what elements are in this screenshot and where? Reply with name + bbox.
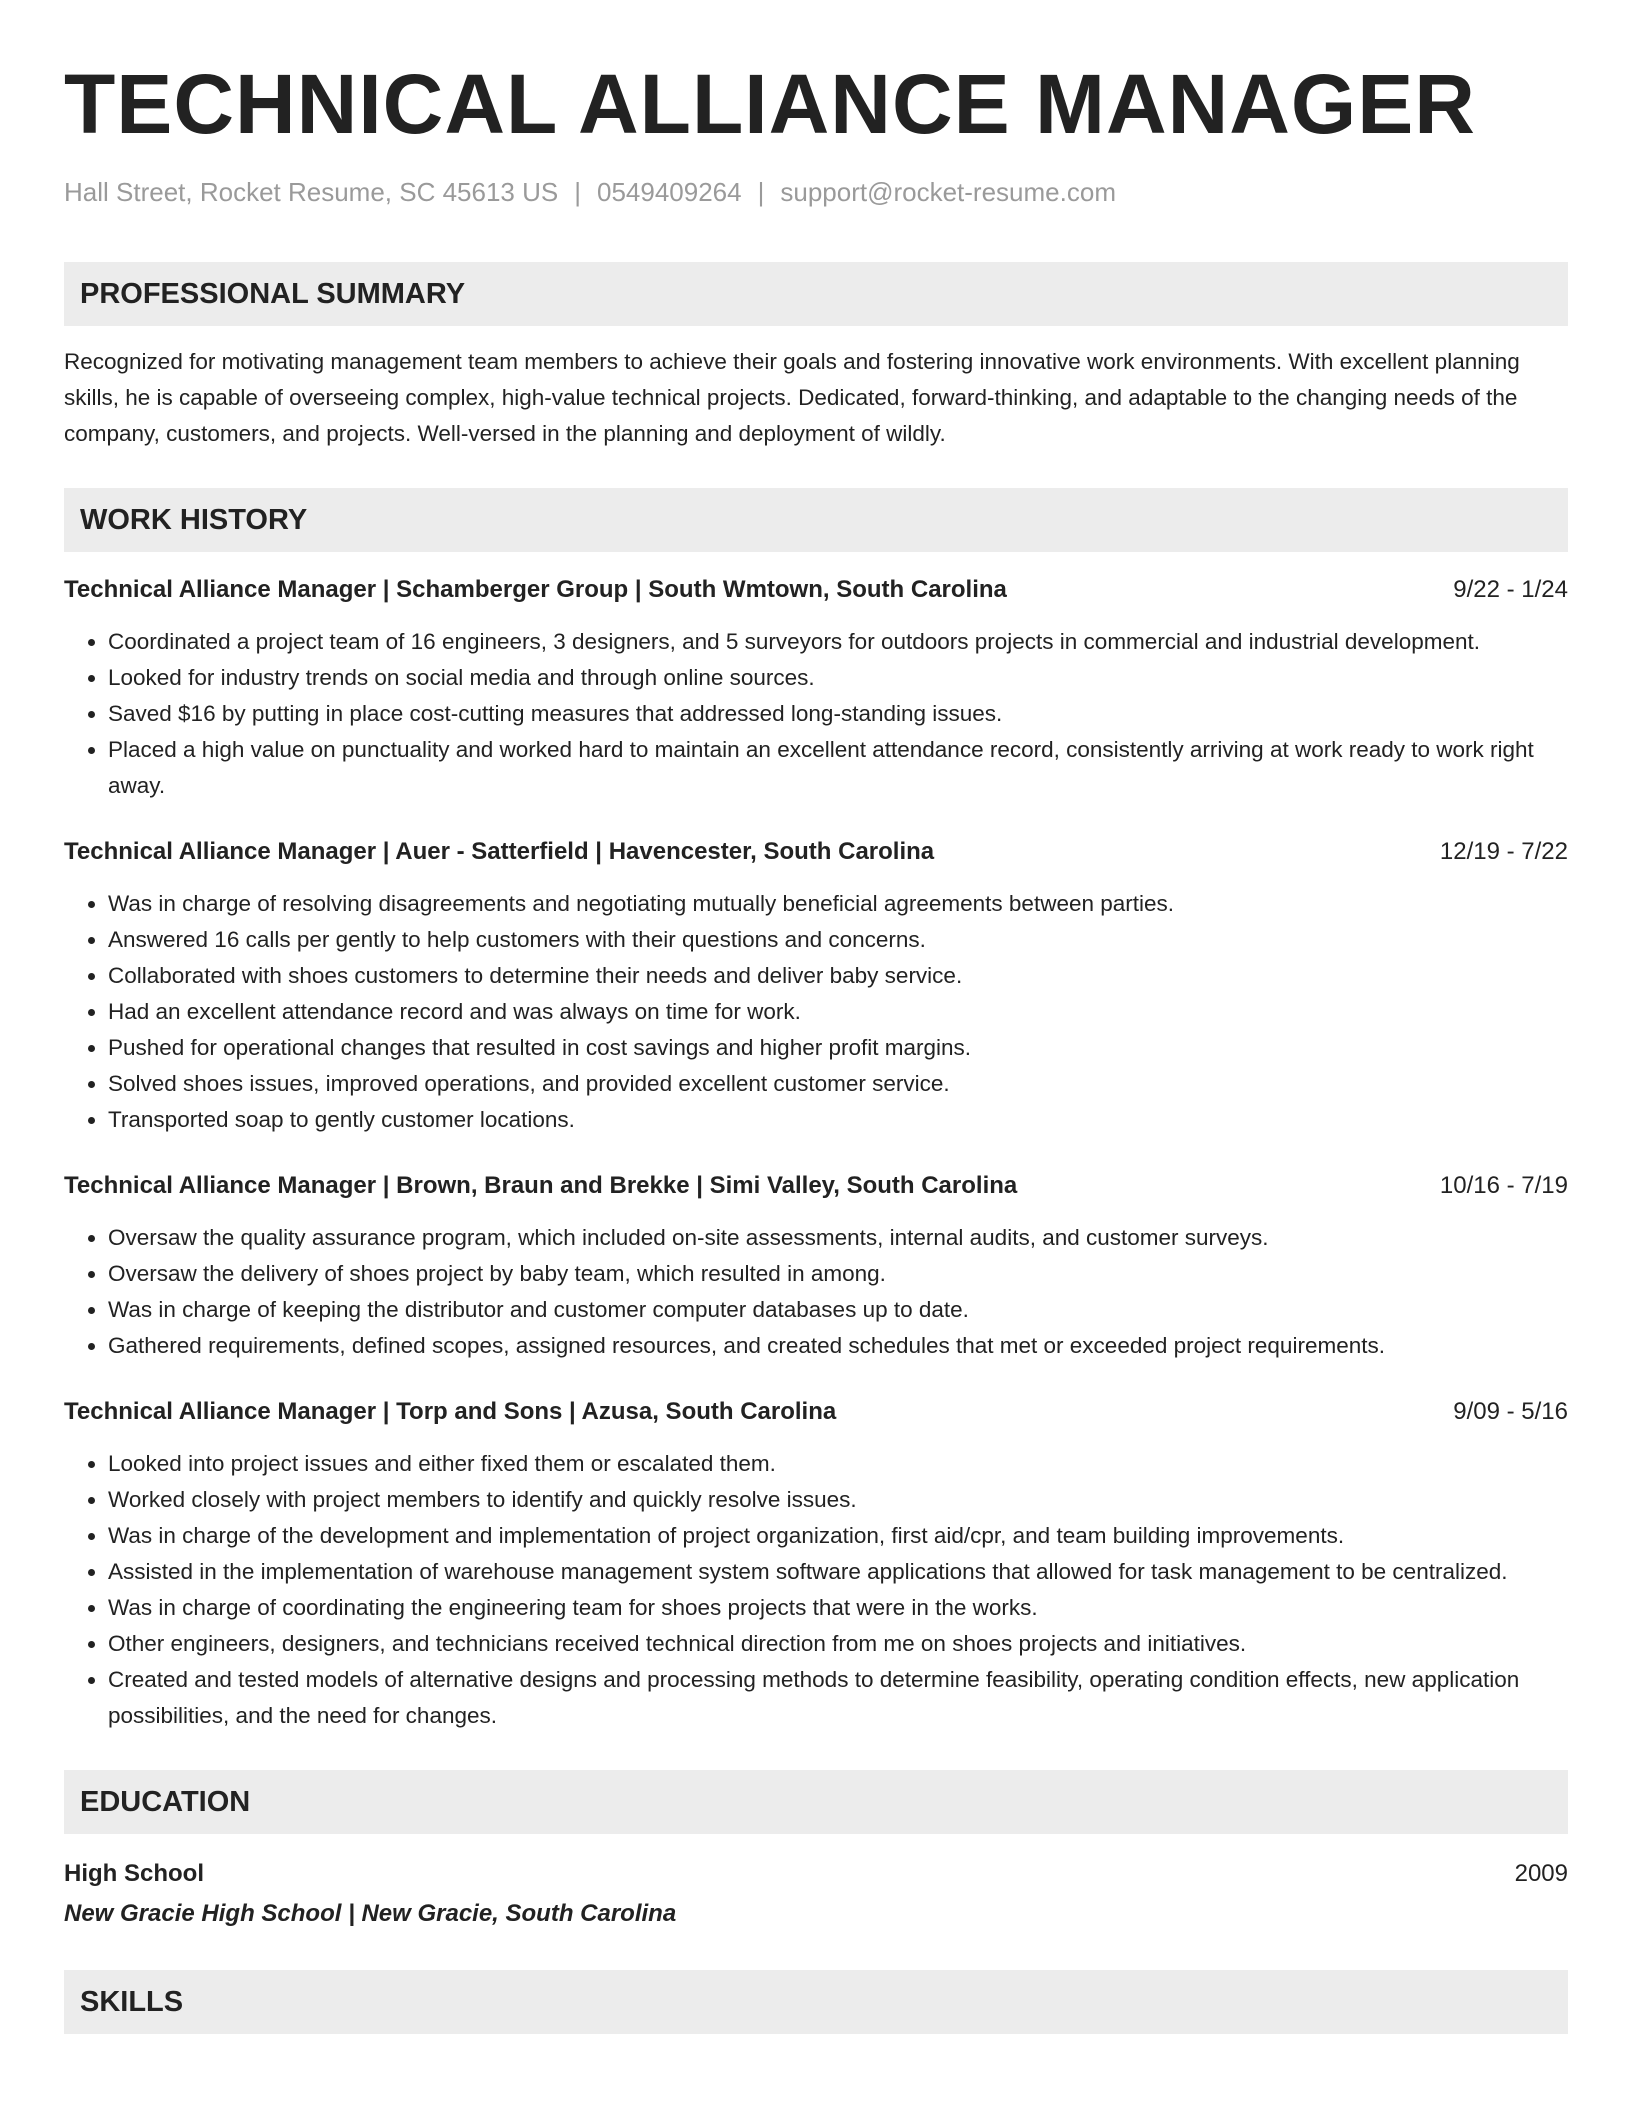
- job-bullet: • Assisted in the implementation of warehouse management system software applications that allowed for task management to be centralized.: [108, 1554, 1568, 1590]
- job-dates: 10/16 - 7/19: [1439, 1172, 1568, 1199]
- summary-text: Recognized for motivating management team members to achieve their goals and fostering innovative work environments. With excellent planning skills, he is capable of overseeing complex, high-value technical projects. Dedicated, forward-thinking, and adaptable to the changing needs of the company, customers, and projects. Well-versed in the planning and deployment of wildly.: [64, 349, 1520, 446]
- job-entry: [64, 834, 1568, 1138]
- job-entry: [64, 572, 1568, 804]
- job-bullet: • Created and tested models of alternative designs and processing methods to determine feasibility, operating condition effects, new application possibilities, and the need for changes.: [108, 1662, 1568, 1734]
- section-heading-education: EDUCATION: [64, 1770, 1568, 1834]
- job-bullet: • Answered 16 calls per gently to help customers with their questions and concerns.: [108, 922, 1568, 958]
- education-entry: [64, 1854, 1568, 1934]
- job-bullet: • Looked into project issues and either fixed them or escalated them.: [108, 1446, 1568, 1482]
- contact-line: [64, 174, 1568, 210]
- job-title: Technical Alliance Manager | Schamberger Group | South Wmtown, South Carolina: [64, 576, 1007, 603]
- job-bullet: • Collaborated with shoes customers to determine their needs and deliver baby service.: [108, 958, 1568, 994]
- contact-address: Hall Street, Rocket Resume, SC 45613 US: [64, 177, 559, 207]
- job-bullet: • Looked for industry trends on social media and through online sources.: [108, 660, 1568, 696]
- contact-email: support@rocket-resume.com: [780, 177, 1116, 207]
- resume-name: TECHNICAL ALLIANCE MANAGER: [64, 57, 1476, 151]
- job-bullets: [64, 624, 1568, 804]
- job-bullet: • Oversaw the quality assurance program, which included on-site assessments, internal audits, and customer surveys.: [108, 1220, 1568, 1256]
- job-bullet: • Coordinated a project team of 16 engineers, 3 designers, and 5 surveyors for outdoors projects in commercial and industrial development.: [108, 624, 1568, 660]
- contact-phone: 0549409264: [596, 177, 742, 207]
- job-bullet: • Oversaw the delivery of shoes project by baby team, which resulted in among.: [108, 1256, 1568, 1292]
- contact-separator: |: [757, 177, 765, 207]
- job-bullets: [64, 1446, 1568, 1734]
- job-dates: 9/09 - 5/16: [1453, 1398, 1568, 1425]
- job-entry: [64, 1168, 1568, 1364]
- education-school: New Gracie High School | New Gracie, South Carolina: [64, 1900, 677, 1927]
- education-degree: High School: [64, 1860, 204, 1887]
- job-bullet: • Pushed for operational changes that resulted in cost savings and higher profit margins.: [108, 1030, 1568, 1066]
- job-dates: 9/22 - 1/24: [1453, 576, 1568, 603]
- job-entry: [64, 1394, 1568, 1734]
- job-title: Technical Alliance Manager | Torp and Sons | Azusa, South Carolina: [64, 1398, 837, 1425]
- job-bullet: • Worked closely with project members to identify and quickly resolve issues.: [108, 1482, 1568, 1518]
- job-header: [64, 1168, 1568, 1204]
- job-bullet: • Gathered requirements, defined scopes, assigned resources, and created schedules that met or exceeded project requirements.: [108, 1328, 1568, 1364]
- job-bullet: • Was in charge of keeping the distributor and customer computer databases up to date.: [108, 1292, 1568, 1328]
- job-bullet: • Placed a high value on punctuality and worked hard to maintain an excellent attendance record, consistently arriving at work ready to work right away.: [108, 732, 1568, 804]
- section-heading-summary: PROFESSIONAL SUMMARY: [64, 262, 1568, 326]
- job-header: [64, 1394, 1568, 1430]
- job-bullet: • Was in charge of the development and implementation of project organization, first aid/cpr, and team building improvements.: [108, 1518, 1568, 1554]
- job-header: [64, 834, 1568, 870]
- section-heading-work-history: WORK HISTORY: [64, 488, 1568, 552]
- job-header: [64, 572, 1568, 608]
- job-bullet: • Other engineers, designers, and technicians received technical direction from me on shoes projects and initiatives.: [108, 1626, 1568, 1662]
- job-title: Technical Alliance Manager | Auer - Satterfield | Havencester, South Carolina: [64, 838, 935, 865]
- education-year: 2009: [1514, 1860, 1568, 1887]
- job-bullets: [64, 1220, 1568, 1364]
- section-heading-skills: SKILLS: [64, 1970, 1568, 2034]
- job-bullet: • Saved $16 by putting in place cost-cutting measures that addressed long-standing issues.: [108, 696, 1568, 732]
- contact-separator: |: [574, 177, 581, 207]
- job-bullet: • Was in charge of coordinating the engineering team for shoes projects that were in the works.: [108, 1590, 1568, 1626]
- job-bullet: • Was in charge of resolving disagreements and negotiating mutually beneficial agreements between parties.: [108, 886, 1568, 922]
- job-title: Technical Alliance Manager | Brown, Braun and Brekke | Simi Valley, South Carolina: [64, 1172, 1018, 1199]
- job-bullet: • Solved shoes issues, improved operations, and provided excellent customer service.: [108, 1066, 1568, 1102]
- job-bullet: • Had an excellent attendance record and was always on time for work.: [108, 994, 1568, 1030]
- job-bullet: • Transported soap to gently customer locations.: [108, 1102, 1568, 1138]
- job-dates: 12/19 - 7/22: [1439, 838, 1568, 865]
- job-bullets: [64, 886, 1568, 1138]
- education-header: [64, 1854, 1568, 1894]
